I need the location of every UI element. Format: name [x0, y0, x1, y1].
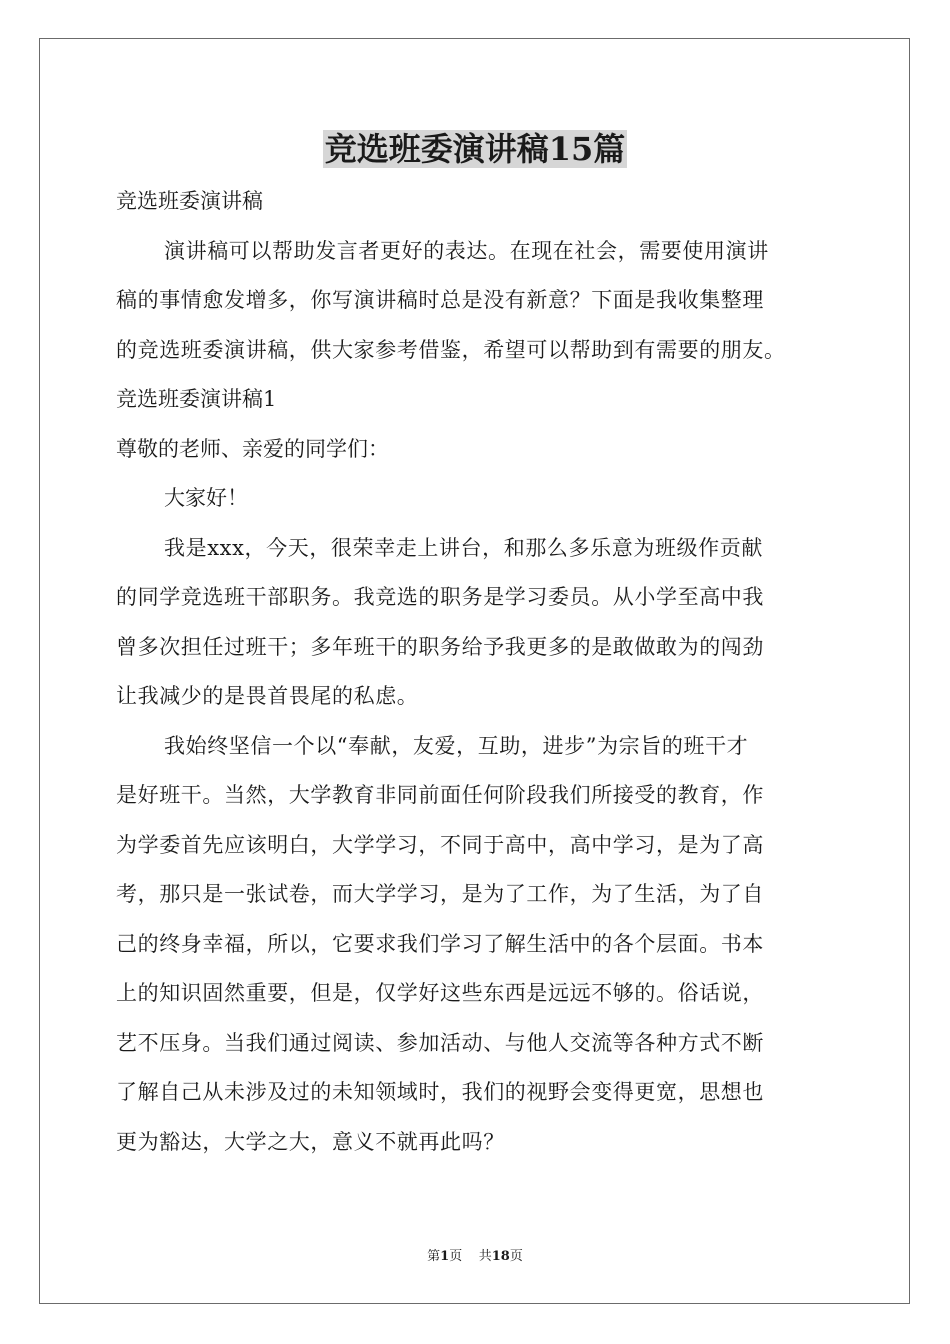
- salutation: 尊敬的老师、亲爱的同学们：: [116, 436, 389, 461]
- subtitle: 竞选班委演讲稿: [116, 189, 263, 213]
- document-title: [0, 128, 950, 170]
- paragraph-line: 的竞选班委演讲稿，供大家参考借鉴，希望可以帮助到有需要的朋友。: [116, 337, 786, 362]
- paragraph-line: 演讲稿可以帮助发言者更好的表达。在现在社会，需要使用演讲: [164, 238, 769, 263]
- paragraph-line: 艺不压身。当我们通过阅读、参加活动、与他人交流等各种方式不断: [116, 1030, 764, 1055]
- paragraph-line: 了解自己从未涉及过的未知领域时，我们的视野会变得更宽，思想也: [116, 1080, 764, 1104]
- paragraph-line: 稿的事情愈发增多，你写演讲稿时总是没有新意？下面是我收集整理: [116, 288, 764, 312]
- page-footer: [0, 1249, 950, 1265]
- greeting: 大家好！: [164, 486, 248, 510]
- footer-total-pages: 18: [491, 1249, 510, 1264]
- paragraph-line: 上的知识固然重要，但是，仅学好这些东西是远远不够的。俗话说，: [116, 981, 764, 1005]
- intro-paragraph: [116, 227, 851, 376]
- document-body: [116, 177, 851, 1167]
- paragraph-line: 己的终身幸福，所以，它要求我们学习了解生活中的各个层面。书本: [116, 931, 764, 956]
- footer-total-suffix: 页: [509, 1249, 523, 1264]
- footer-total-prefix: 共: [478, 1249, 492, 1264]
- section-heading: 竞选班委演讲稿1: [116, 387, 277, 411]
- paragraph-line: 的同学竞选班干部职务。我竞选的职务是学习委员。从小学至高中我: [116, 585, 764, 609]
- paragraph-line: 我是xxx，今天，很荣幸走上讲台，和那么多乐意为班级作贡献: [164, 535, 763, 560]
- footer-page-number: 1: [440, 1249, 450, 1264]
- paragraph-2: [116, 722, 851, 1168]
- document-title-text: 竞选班委演讲稿15篇: [324, 130, 626, 168]
- footer-page-suffix: 页: [449, 1249, 463, 1264]
- paragraph-line: 为学委首先应该明白，大学学习，不同于高中，高中学习，是为了高: [116, 832, 764, 857]
- paragraph-1: [116, 524, 851, 722]
- footer-prefix: 第: [427, 1249, 441, 1264]
- paragraph-line: 考，那只是一张试卷，而大学学习，是为了工作，为了生活，为了自: [116, 882, 764, 906]
- paragraph-line: 曾多次担任过班干；多年班干的职务给予我更多的是敢做敢为的闯劲: [116, 634, 764, 659]
- paragraph-line: 更为豁达，大学之大，意义不就再此吗？: [116, 1129, 505, 1154]
- paragraph-line: 让我减少的是畏首畏尾的私虑。: [116, 684, 419, 708]
- paragraph-line: 是好班干。当然，大学教育非同前面任何阶段我们所接受的教育，作: [116, 783, 764, 807]
- paragraph-line: 我始终坚信一个以“奉献，友爱，互助，进步”为宗旨的班干才: [164, 733, 749, 758]
